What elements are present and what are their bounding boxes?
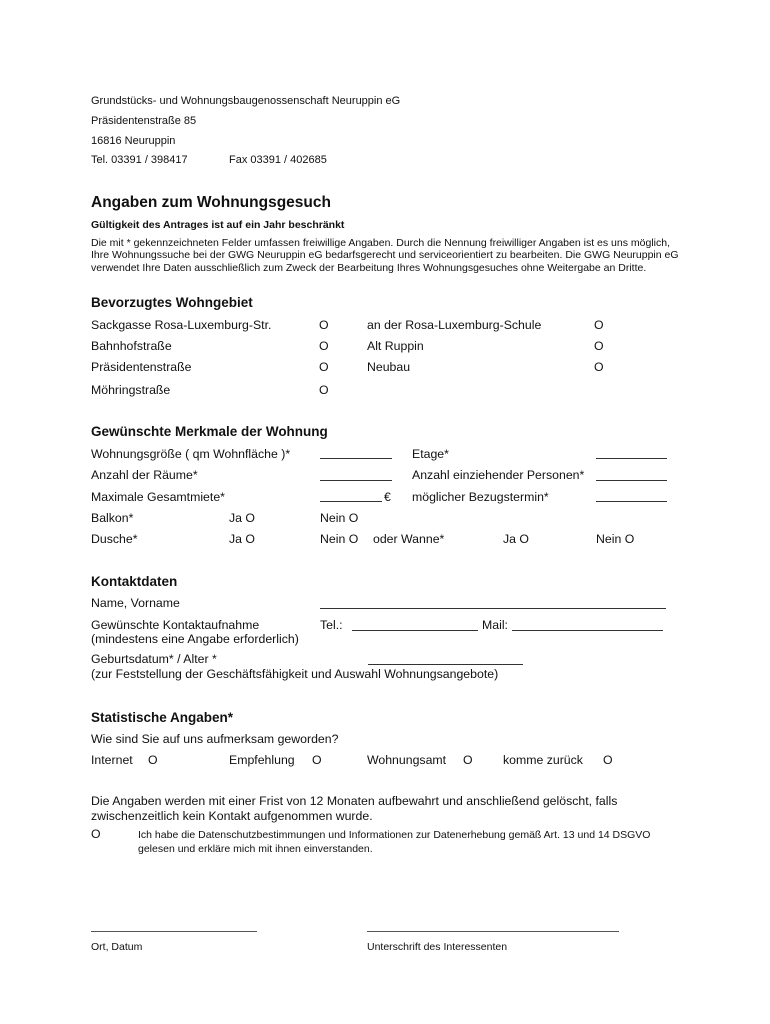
contact-label: Gewünschte Kontaktaufnahme <box>91 618 260 632</box>
org-city: 16816 Neuruppin <box>91 135 176 147</box>
mail-label: Mail: <box>482 618 508 632</box>
consent-text: Ich habe die Datenschutzbestimmungen und Informationen zur Datenerhebung gemäß Art. 13 und 14 DSGVO gelesen und erkläre mich mit ihnen einverstanden. <box>138 829 651 855</box>
tel-field[interactable] <box>352 630 478 631</box>
area-radio[interactable]: O <box>594 360 604 374</box>
org-fax: Fax 03391 / 402685 <box>229 154 327 166</box>
size-label: Wohnungsgröße ( qm Wohnfläche )* <box>91 447 291 461</box>
place-date-line[interactable] <box>91 931 257 932</box>
area-radio[interactable]: O <box>319 339 329 353</box>
balcony-label: Balkon* <box>91 511 134 525</box>
movein-field[interactable] <box>596 501 667 502</box>
persons-label: Anzahl einziehender Personen* <box>412 468 585 482</box>
persons-field[interactable] <box>596 480 667 481</box>
validity-note: Gültigkeit des Antrages ist auf ein Jahr beschränkt <box>91 219 345 231</box>
birth-field[interactable] <box>368 664 523 665</box>
tub-yes-radio[interactable]: Ja O <box>503 532 529 546</box>
stats-question: Wie sind Sie auf uns aufmerksam geworden? <box>91 732 339 746</box>
stats-radio-recommendation[interactable]: O <box>312 753 322 767</box>
area-option-label: Neubau <box>367 360 411 374</box>
movein-label: möglicher Bezugstermin* <box>412 490 549 504</box>
stats-option-recommendation: Empfehlung <box>229 753 295 767</box>
contact-note: (mindestens eine Angabe erforderlich) <box>91 632 299 646</box>
tub-label: oder Wanne* <box>373 532 445 546</box>
stats-option-return: komme zurück <box>503 753 583 767</box>
mail-field[interactable] <box>512 630 663 631</box>
area-radio[interactable]: O <box>594 318 604 332</box>
org-name: Grundstücks- und Wohnungsbaugenossenschaft Neuruppin eG <box>91 95 401 107</box>
place-date-label: Ort, Datum <box>91 941 143 953</box>
shower-yes-radio[interactable]: Ja O <box>229 532 255 546</box>
area-option-label: Bahnhofstraße <box>91 339 172 353</box>
size-field[interactable] <box>320 458 392 459</box>
currency-symbol: € <box>384 490 391 504</box>
retention-note: Die Angaben werden mit einer Frist von 12 Monaten aufbewahrt und anschließend gelöscht, falls zwischenzeitlich kein Kontakt aufgenommen wurde. <box>91 794 618 823</box>
stats-option-housing-office: Wohnungsamt <box>367 753 447 767</box>
features-heading: Gewünschte Merkmale der Wohnung <box>91 424 328 439</box>
balcony-yes-radio[interactable]: Ja O <box>229 511 255 525</box>
area-option-label: Sackgasse Rosa-Luxemburg-Str. <box>91 318 272 332</box>
tub-no-radio[interactable]: Nein O <box>596 532 635 546</box>
rent-field[interactable] <box>320 501 382 502</box>
name-field[interactable] <box>320 608 666 609</box>
area-radio[interactable]: O <box>319 383 329 397</box>
floor-label: Etage* <box>412 447 449 461</box>
birth-note: (zur Feststellung der Geschäftsfähigkeit und Auswahl Wohnungsangebote) <box>91 667 499 681</box>
signature-label: Unterschrift des Interessenten <box>367 941 508 953</box>
area-heading: Bevorzugtes Wohngebiet <box>91 295 253 310</box>
shower-label: Dusche* <box>91 532 138 546</box>
consent-checkbox[interactable]: O <box>91 827 101 841</box>
signature-line[interactable] <box>367 931 619 932</box>
stats-heading: Statistische Angaben* <box>91 710 234 725</box>
org-street: Präsidentenstraße 85 <box>91 115 197 127</box>
org-tel: Tel. 03391 / 398417 <box>91 154 188 166</box>
shower-no-radio[interactable]: Nein O <box>320 532 359 546</box>
rent-label: Maximale Gesamtmiete* <box>91 490 225 504</box>
stats-option-internet: Internet <box>91 753 133 767</box>
rooms-field[interactable] <box>320 480 392 481</box>
floor-field[interactable] <box>596 458 667 459</box>
area-option-label: an der Rosa-Luxemburg-Schule <box>367 318 542 332</box>
stats-radio-return[interactable]: O <box>603 753 613 767</box>
stats-radio-internet[interactable]: O <box>148 753 158 767</box>
rooms-label: Anzahl der Räume* <box>91 468 198 482</box>
birth-label: Geburtsdatum* / Alter * <box>91 652 217 666</box>
intro-text: Die mit * gekennzeichneten Felder umfassen freiwillige Angaben. Durch die Nennung freiwilliger Angaben ist es uns möglich, Ihre Wohnungssuche bei der GWG Neuruppin eG bedarfsgerecht und serviceorientiert zu bearbeiten. Die GWG Neuruppin eG verwendet Ihre Daten ausschließlich zum Zweck der Bearbeitung Ihres Wohnungsgesuches ohne Weitergabe an Dritte. <box>91 237 679 274</box>
area-radio[interactable]: O <box>594 339 604 353</box>
area-option-label: Präsidentenstraße <box>91 360 192 374</box>
contact-heading: Kontaktdaten <box>91 574 178 589</box>
balcony-no-radio[interactable]: Nein O <box>320 511 359 525</box>
tel-label: Tel.: <box>320 618 343 632</box>
stats-radio-housing-office[interactable]: O <box>463 753 473 767</box>
page-title: Angaben zum Wohnungsgesuch <box>91 194 331 211</box>
area-radio[interactable]: O <box>319 318 329 332</box>
area-option-label: Möhringstraße <box>91 383 171 397</box>
area-option-label: Alt Ruppin <box>367 339 424 353</box>
area-radio[interactable]: O <box>319 360 329 374</box>
name-label: Name, Vorname <box>91 596 180 610</box>
